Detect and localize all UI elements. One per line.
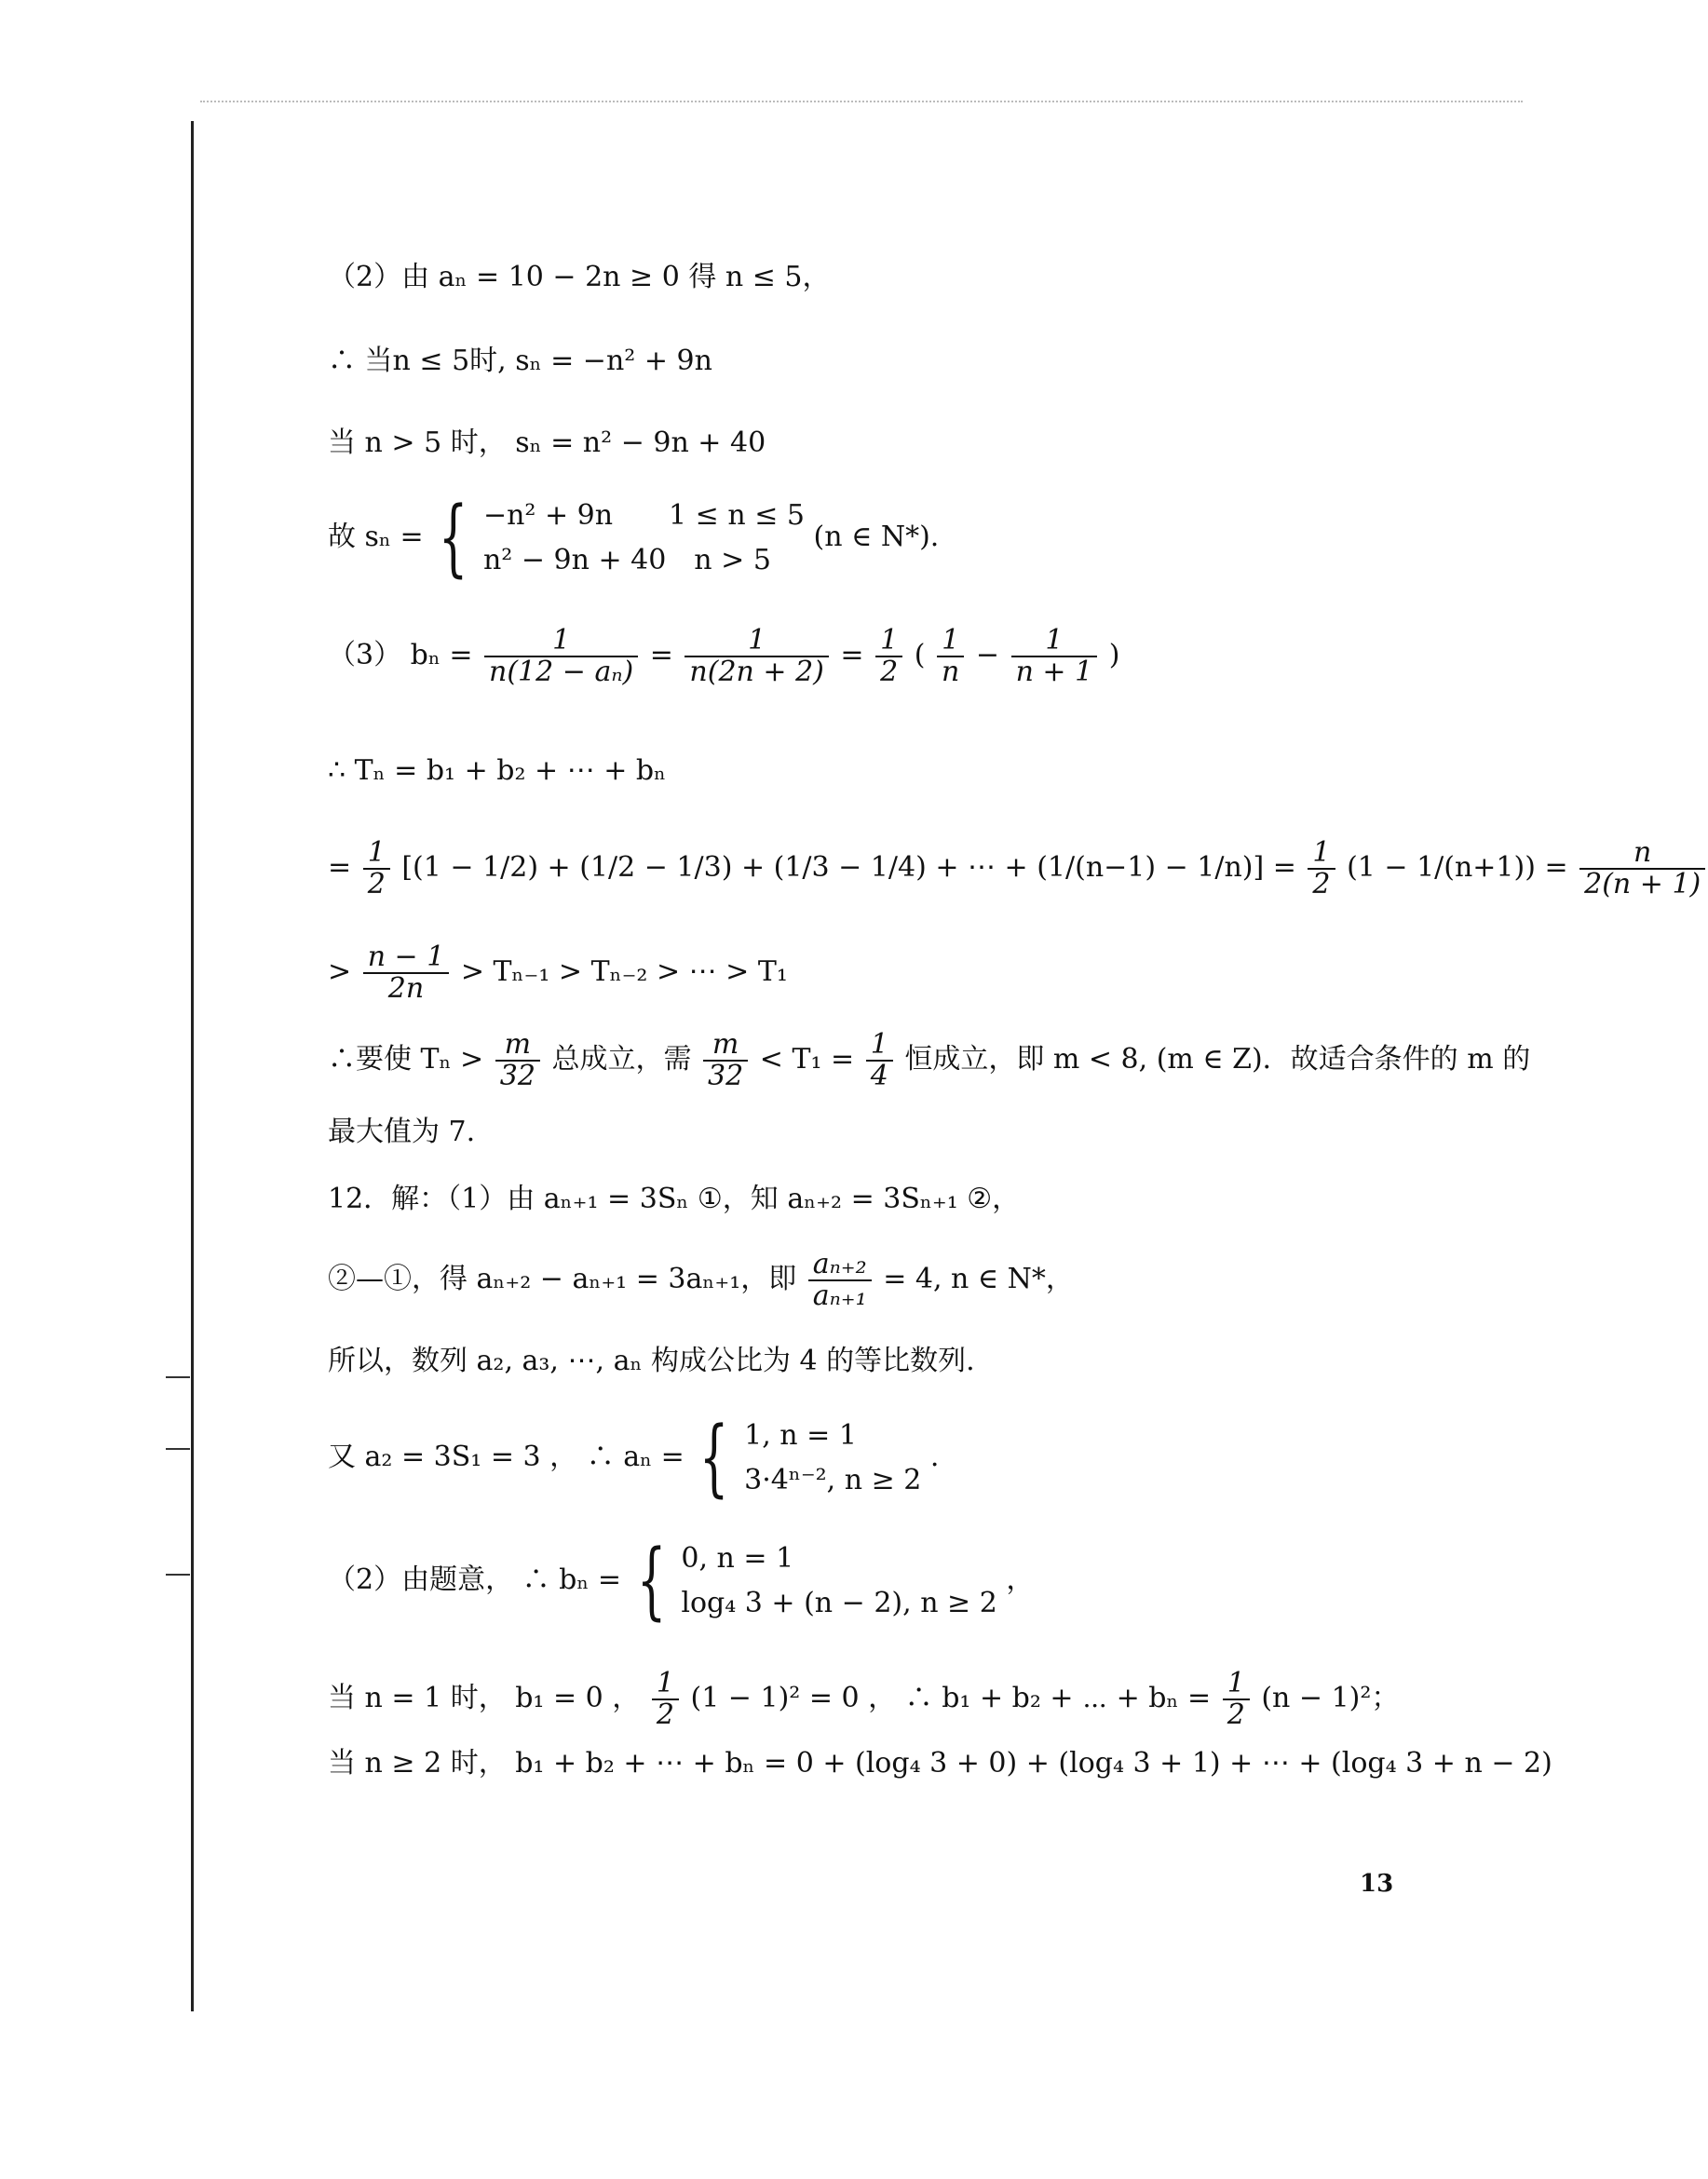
text-run: ②—①，得 aₙ₊₂ − aₙ₊₁ = 3aₙ₊₁，即 (328, 1263, 797, 1295)
case-n-ge-2: 当 n ≥ 2 时， b₁ + b₂ + ⋯ + bₙ = 0 + (log₄ 3 + 0) + (log₄ 3 + 1) + ⋯ + (log₄ 3 + n − 2) (328, 1747, 1552, 1780)
fraction (363, 942, 450, 1004)
greater-sign: > (328, 955, 352, 988)
margin-tick (166, 1574, 190, 1576)
bn-definition (328, 626, 1119, 687)
denominator: 2 (367, 868, 386, 900)
case-2: log₄ 3 + (n − 2), n ≥ 2 (681, 1587, 997, 1619)
left-brace: { (439, 489, 468, 587)
piecewise-sn-prefix: 故 sₙ = (328, 521, 424, 553)
piecewise-bn-cases (681, 1536, 996, 1626)
solution-line-1: （2）由 aₙ = 10 − 2n ≥ 0 得 n ≤ 5， (328, 261, 831, 293)
piecewise-an-prefix: 又 a₂ = 3S₁ = 3 ， ∴ aₙ = (328, 1441, 685, 1473)
numerator: aₙ₊₂ (808, 1250, 872, 1281)
m-condition (328, 1030, 1530, 1091)
equals-sign: = (840, 639, 864, 671)
minus-sign: − (975, 639, 1000, 671)
denominator: 32 (708, 1060, 744, 1092)
equals-sign: = (328, 851, 352, 884)
piecewise-bn (328, 1532, 1035, 1630)
binding-edge-line (191, 121, 194, 2011)
text-run: 恒成立，即 m < 8, (m ∈ Z)．故适合条件的 m 的 (904, 1043, 1531, 1076)
fraction (937, 626, 964, 687)
piecewise-an (328, 1409, 940, 1507)
fraction (1579, 838, 1705, 900)
numerator: 1 (875, 626, 902, 657)
text-run: (1 − 1)² = 0 ， ∴ b₁ + b₂ + ⋯ + bₙ = (690, 1682, 1212, 1714)
piecewise-an-cases (744, 1414, 921, 1503)
equals-sign: = (649, 639, 673, 671)
geometric-sequence-line: 所以，数列 a₂, a₃, ⋯, aₙ 构成公比为 4 的等比数列. (328, 1345, 975, 1377)
denominator: 2 (1227, 1699, 1245, 1731)
numerator: 1 (363, 838, 390, 870)
tn-telescoping (328, 838, 1708, 900)
fraction (652, 1669, 679, 1730)
fraction (363, 838, 390, 900)
piecewise-sn (328, 489, 940, 587)
numerator: n (1579, 838, 1705, 870)
case-1: 0, n = 1 (681, 1542, 794, 1575)
numerator: 1 (937, 626, 964, 657)
text-run: (n − 1)²； (1261, 1682, 1400, 1714)
problem-12-heading: 12．解：（1）由 aₙ₊₁ = 3Sₙ ①，知 aₙ₊₂ = 3Sₙ₊₁ ②， (328, 1183, 1021, 1215)
denominator: n(12 − aₙ) (489, 656, 634, 688)
case-1: 1, n = 1 (744, 1419, 857, 1452)
text-run: 当 n = 1 时， b₁ = 0 ， (328, 1682, 641, 1714)
denominator: 2(n + 1) (1584, 868, 1701, 900)
piecewise-sn-suffix: (n ∈ N*). (813, 521, 940, 553)
case-1: −n² + 9n 1 ≤ n ≤ 5 (482, 499, 805, 532)
left-brace: { (699, 1409, 729, 1507)
numerator: m (495, 1030, 540, 1062)
denominator: 32 (499, 1060, 535, 1092)
piecewise-an-suffix: . (929, 1441, 940, 1473)
denominator: 4 (870, 1060, 888, 1092)
denominator: n (942, 656, 960, 688)
margin-tick (166, 1376, 190, 1378)
numerator: 1 (685, 626, 828, 657)
case-2: 3·4ⁿ⁻², n ≥ 2 (744, 1464, 922, 1496)
inequality-rest: > Tₙ₋₁ > Tₙ₋₂ > ⋯ > T₁ (460, 955, 788, 988)
numerator: 1 (484, 626, 638, 657)
fraction (484, 626, 638, 687)
fraction (1011, 626, 1098, 687)
tn-sum: ∴ Tₙ = b₁ + b₂ + ⋯ + bₙ (328, 754, 667, 787)
case-n-equals-1 (328, 1669, 1399, 1730)
paren-open: ( (914, 639, 926, 671)
piecewise-sn-cases (483, 494, 805, 583)
numerator: 1 (1223, 1669, 1250, 1700)
denominator: aₙ₊₁ (812, 1279, 867, 1312)
denominator: 2 (1312, 868, 1331, 900)
denominator: 2n (387, 972, 425, 1005)
bn-prefix: （3） bₙ = (328, 639, 473, 671)
fraction (703, 1030, 748, 1091)
numerator: 1 (866, 1030, 893, 1062)
piecewise-bn-suffix: ， (1006, 1563, 1035, 1596)
numerator: n − 1 (363, 942, 450, 974)
left-brace: { (636, 1532, 666, 1630)
tn-inequality-chain (328, 942, 788, 1004)
solution-line-2: ∴ 当n ≤ 5时, sₙ = −n² + 9n (328, 345, 712, 377)
numerator: 1 (1011, 626, 1098, 657)
text-run: < T₁ = (759, 1043, 855, 1076)
denominator: 2 (656, 1699, 674, 1731)
max-value-line: 最大值为 7. (328, 1116, 476, 1148)
text-run: 总成立，需 (551, 1043, 692, 1076)
numerator: 1 (652, 1669, 679, 1700)
fraction (495, 1030, 540, 1091)
page-number: 13 (1360, 1870, 1394, 1898)
paren-close: ) (1108, 639, 1120, 671)
denominator: n + 1 (1015, 656, 1093, 688)
fraction (685, 626, 828, 687)
numerator: 1 (1308, 838, 1335, 870)
piecewise-bn-prefix: （2）由题意， ∴ bₙ = (328, 1563, 622, 1596)
text-run: ∴要使 Tₙ > (328, 1043, 484, 1076)
fraction (1308, 838, 1335, 900)
fraction (866, 1030, 893, 1091)
ratio-line (328, 1250, 1074, 1311)
denominator: 2 (880, 656, 899, 688)
fraction (808, 1250, 872, 1311)
numerator: m (703, 1030, 748, 1062)
denominator: n(2n + 2) (689, 656, 824, 688)
fraction (1223, 1669, 1250, 1730)
telescoping-body: [(1 − 1/2) + (1/2 − 1/3) + (1/3 − 1/4) + ⋯ + (1/(n−1) − 1/n)] = (401, 851, 1296, 884)
solution-line-3: 当 n > 5 时， sₙ = n² − 9n + 40 (328, 426, 766, 459)
header-dotted-rule (200, 101, 1523, 102)
text-run: = 4, n ∈ N*， (883, 1263, 1074, 1295)
margin-tick (166, 1448, 190, 1450)
telescoping-middle: (1 − 1/(n+1)) = (1347, 851, 1568, 884)
fraction (875, 626, 902, 687)
case-2: n² − 9n + 40 n > 5 (482, 544, 771, 576)
